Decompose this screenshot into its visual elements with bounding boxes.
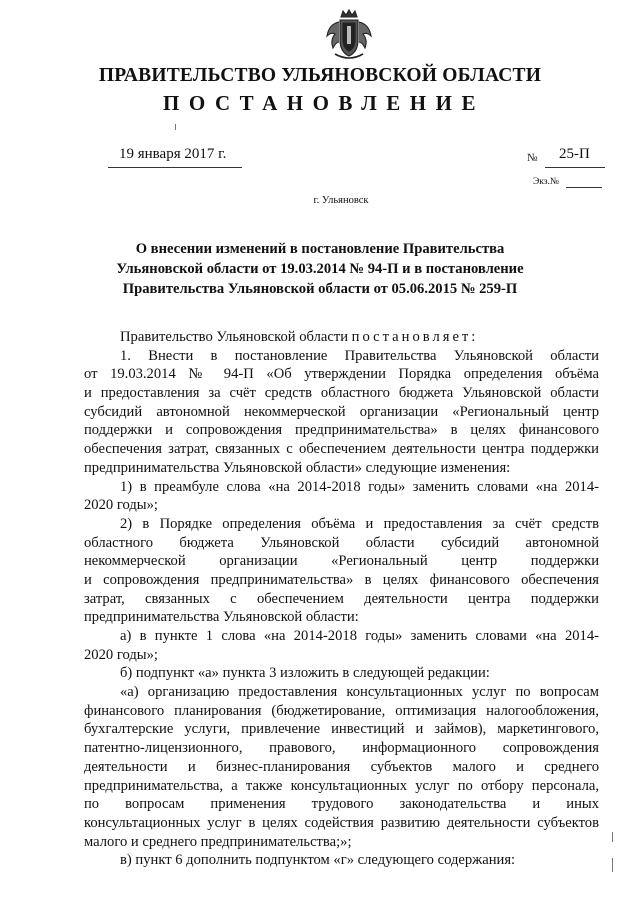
body-text-line: деятельности и бизнес-планирования субъектов малого и среднего (84, 758, 599, 775)
body-text-line: и предоставления за счёт средств областного бюджета Ульяновской области (84, 385, 599, 402)
body-text-line: субсидий автономной некоммерческой организации «Региональный центр (84, 403, 599, 420)
subject-line: Ульяновской области от 19.03.2014 № 94-П и в постановление (116, 261, 524, 277)
body-text-line: 1. Внести в постановление Правительства Ульяновской области (120, 347, 599, 364)
date-underline (108, 167, 242, 168)
document-type-title: ПОСТАНОВЛЕНИЕ (163, 91, 485, 115)
city-label: г. Ульяновск (313, 195, 369, 206)
body-text-line: 2020 годы»; (84, 497, 158, 514)
copy-number-underline (566, 187, 602, 188)
number-underline (545, 167, 605, 168)
coat-of-arms-emblem (321, 8, 377, 64)
body-text-line: некоммерческой организации «Региональный центр поддержки (84, 553, 599, 570)
body-text-line: от 19.03.2014 № 94-П «Об утверждении Порядка определения объёма (84, 366, 599, 383)
organization-title: ПРАВИТЕЛЬСТВО УЛЬЯНОВСКОЙ ОБЛАСТИ (98, 65, 542, 86)
document-subject (60, 239, 580, 299)
subject-line: Правительства Ульяновской области от 05.06.2015 № 259-П (122, 281, 518, 297)
body-text-line: по вопросам применения трудового законодательства и иных (84, 796, 599, 813)
document-date: 19 января 2017 г. (119, 146, 227, 162)
preamble-lead: Правительство Ульяновской области (120, 329, 349, 345)
body-text-line: областного бюджета Ульяновской области субсидий автономной (84, 534, 599, 551)
body-text-line: «а) организацию предоставления консультационных услуг по вопросам (120, 684, 599, 701)
body-text-line: предпринимательства, а также консультационных услуг по отбору персонала, (84, 777, 599, 794)
body-text-line: консультационных услуг в целях содействия развитию деятельности субъектов (84, 814, 599, 831)
body-text-line: бухгалтерские услуги, привлечение инвестиций и займов), маркетингового, (84, 721, 599, 738)
body-text-line: 2020 годы»; (84, 646, 158, 663)
body-text-line: финансового планирования (бюджетирование, оптимизация налогообложения, (84, 702, 599, 719)
body-lines (84, 347, 599, 870)
preamble-verb: постановляет: (351, 329, 479, 345)
body-text-line: обеспечения затрат, связанных с обеспечением деятельности центра поддержки (84, 441, 599, 458)
preamble-line (84, 328, 599, 347)
scan-mark (612, 832, 613, 842)
body-text-line: 1) в преамбуле слова «на 2014-2018 годы» заменить словами «на 2014- (120, 478, 599, 495)
body-text-line: предпринимательства Ульяновской области» следующие изменения: (84, 459, 511, 476)
number-sign: № (527, 152, 538, 164)
body-text-line: а) в пункте 1 слова «на 2014-2018 годы» заменить словами «на 2014- (120, 628, 599, 644)
body-text-line: поддержки и сопровождения предпринимательства» в целях финансового (84, 422, 599, 439)
body-text-line: в) пункт 6 дополнить подпунктом «г» следующего содержания: (120, 852, 516, 869)
body-text-line: затрат, связанных с обеспечением деятельности центра поддержки (84, 590, 599, 607)
document-number: 25-П (559, 146, 590, 162)
document-body (84, 328, 599, 870)
body-text-line: патентно-лицензионного, правового, информационного сопровождения (84, 740, 599, 757)
scan-mark (612, 858, 613, 872)
body-text-line: малого и среднего предпринимательства;»; (84, 833, 352, 850)
body-text-line: предпринимательства Ульяновской области: (84, 609, 359, 626)
body-text-line: 2) в Порядке определения объёма и предоставления за счёт средств (120, 515, 599, 532)
scan-mark (175, 124, 176, 130)
body-text-line: б) подпункт «а» пункта 3 изложить в следующей редакции: (120, 665, 490, 682)
subject-line: О внесении изменений в постановление Правительства (135, 241, 505, 257)
copy-number-label: Экз.№ (533, 177, 559, 187)
body-text-line: и сопровождения предпринимательства» в целях финансового обеспечения (84, 571, 599, 588)
